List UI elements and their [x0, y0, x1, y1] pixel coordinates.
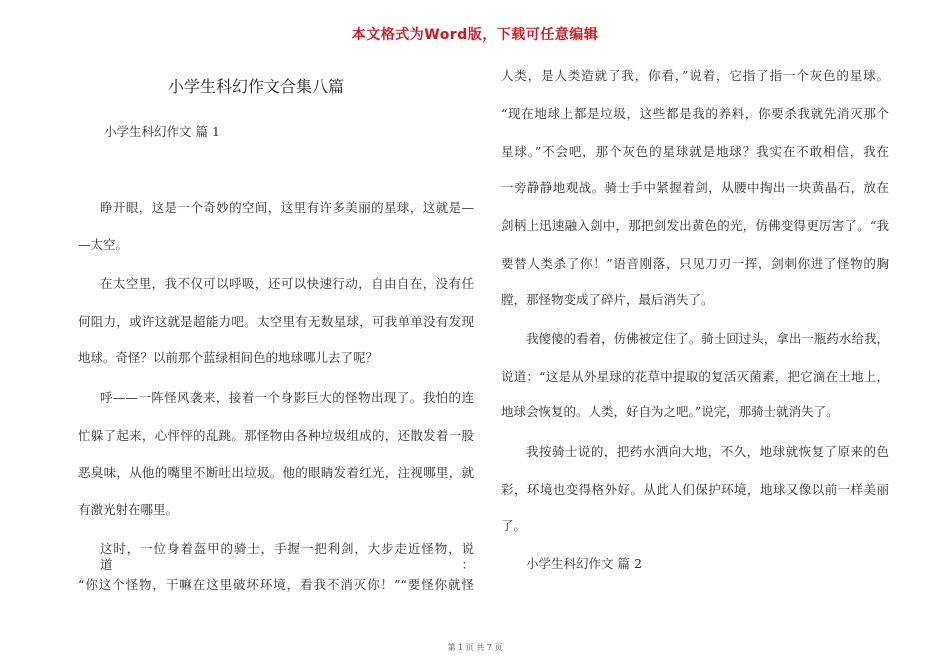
page-number: 第 1 页 共 7 页 — [447, 643, 503, 652]
paragraph-line: 剑柄上迅速融入剑中，那把剑发出黄色的光，仿佛变得更厉害了。“我 — [501, 218, 889, 233]
paragraph-line: 我傻傻的看着，仿佛被定住了。骑士回过头，拿出一瓶药水给我， — [526, 331, 889, 346]
paragraph-line: “你这个怪物，干嘛在这里破坏环境，看我不消灭你！”“要怪你就怪 — [78, 577, 474, 592]
paragraph-line: 星球。”不会吧，那个灰色的星球就是地球？我实在不敢相信，我在 — [501, 144, 889, 159]
document-title: 小学生科幻作文合集八篇 — [168, 77, 345, 96]
paragraph-line: 呼——一阵怪风袭来，接着一个身影巨大的怪物出现了。我怕的连 — [100, 390, 474, 405]
paragraph-line: 恶臭味，从他的嘴里不断吐出垃圾。他的眼睛发着红光，注视哪里，就 — [78, 465, 474, 480]
download-banner: 本文格式为Word版，下载可任意编辑 — [351, 27, 599, 43]
paragraph-line: —太空。 — [78, 237, 129, 252]
paragraph-line: 在太空里，我不仅可以呼吸，还可以快速行动，自由自在，没有任 — [100, 276, 474, 291]
paragraph-line: 彩，环境也变得格外好。从此人们保护环境，地球又像以前一样美丽 — [501, 482, 889, 497]
paragraph-line: 膛，那怪物变成了碎片，最后消失了。 — [501, 292, 714, 307]
paragraph-line: 人类，是人类造就了我，你看，”说着，它指了指一个灰色的星球。 — [501, 68, 889, 83]
paragraph-line: 说道：“这是从外星球的花草中提取的复活灭菌素，把它滴在土地上， — [501, 369, 889, 384]
paragraph-line: 我按骑士说的，把药水洒向大地，不久，地球就恢复了原来的色 — [526, 444, 889, 459]
paragraph-line: 要替人类杀了你！”语音刚落，只见刀刃一挥，剑刺你进了怪物的胸 — [501, 256, 889, 271]
paragraph-line: 睁开眼，这是一个奇妙的空间，这里有许多美丽的星球，这就是— — [100, 200, 474, 215]
paragraph-line: 地球会恢复的。人类，好自为之吧。”说完，那骑士就消失了。 — [501, 404, 839, 419]
paragraph-line: 何阻力，或许这就是超能力吧。太空里有无数星球，可我单单没有发现 — [78, 314, 474, 329]
paragraph-line: 了。 — [501, 518, 527, 533]
section-heading-2: 小学生科幻作文 篇 2 — [526, 556, 642, 571]
paragraph-line: 有激光射在哪里。 — [78, 502, 179, 517]
paragraph-line: 这时，一位身着盔甲的骑士，手握一把利剑，大步走近怪物，说道： — [100, 541, 474, 572]
paragraph-line: 一旁静静地观战。骑士手中紧握着剑，从腰中掏出一块黄晶石，放在 — [501, 180, 889, 195]
paragraph-line: “现在地球上都是垃圾，这些都是我的养料，你要杀我就先消灭那个 — [501, 106, 889, 121]
paragraph-line: 忙躲了起来，心怦怦的乱跳。那怪物由各种垃圾组成的，还散发着一股 — [78, 428, 474, 443]
paragraph-line: 地球。奇怪？以前那个蓝绿相间色的地球哪儿去了呢？ — [78, 350, 379, 365]
section-heading-1: 小学生科幻作文 篇 1 — [104, 124, 220, 139]
